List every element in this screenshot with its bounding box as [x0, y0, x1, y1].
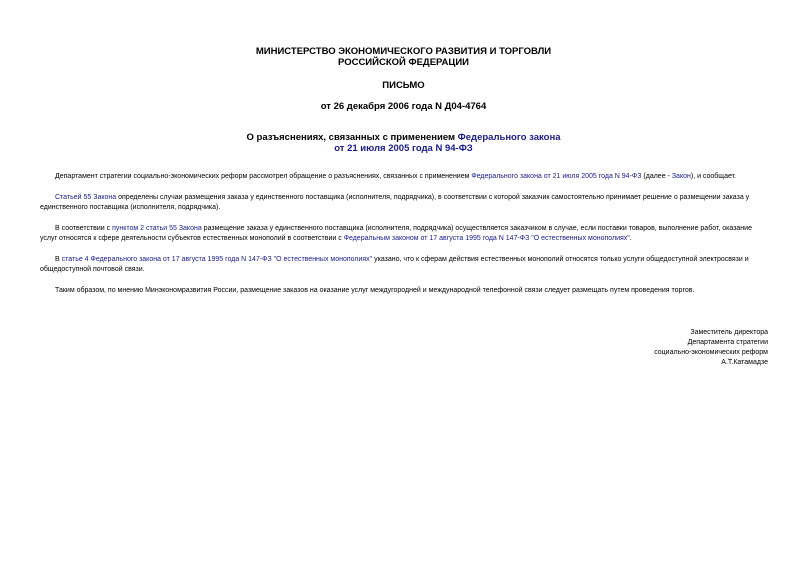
paragraph-3	[40, 224, 767, 244]
subject-prefix: О разъяснениях, связанных с применением	[246, 132, 458, 143]
p3-text-middle: размещение заказа у единственного поставщика (исполнителя, подрядчика) осуществляется заказчиком в случае, если поставки товаров, выполнение работ, оказание услуг относятся к сфере деятельности субъектов естественных монополий в соответствии с	[40, 225, 752, 242]
p4-text-after: указано, что к сферам действия естественных монополий относятся только услуги общедоступной электросвязи и общедоступной почтовой связи.	[40, 256, 749, 273]
p1-text-middle: (далее -	[641, 173, 672, 180]
subject-law-link-1[interactable]: Федерального закона	[457, 132, 561, 143]
document-type: ПИСЬМО	[382, 80, 425, 91]
p1-text-before: Департамент стратегии социально-экономических реформ рассмотрел обращение о разъяснениях, связанных с применением	[55, 173, 472, 180]
document-date-number: от 26 декабря 2006 года N Д04-4764	[320, 101, 487, 112]
subject-law-link-2[interactable]: от 21 июля 2005 года N 94-ФЗ	[334, 143, 473, 154]
p1-law-link[interactable]: Федерального закона от 21 июля 2005 года N 94-ФЗ	[471, 173, 642, 180]
signature-position: Заместитель директора	[690, 329, 768, 336]
paragraph-5	[40, 286, 767, 296]
paragraph-2	[40, 193, 767, 213]
signature-name: А.Т.Катамадзе	[721, 359, 768, 366]
p5-text: Таким образом, по мнению Минэкономразвития России, размещение заказов на оказание услуг междугородней и международной телефонной связи следует размещать путем проведения торгов.	[55, 287, 695, 294]
p1-law-short-link[interactable]: Закон	[671, 173, 691, 180]
p3-monopoly-law-link[interactable]: Федеральным законом от 17 августа 1995 года N 147-ФЗ "О естественных монополиях"	[343, 235, 630, 242]
p2-article-link[interactable]: Статьей 55 Закона	[55, 194, 117, 201]
signature-department-cont: социально-экономических реформ	[654, 349, 768, 356]
ministry-name	[0, 46, 807, 68]
signature-block	[654, 328, 768, 368]
p4-text-before: В	[55, 256, 62, 263]
p2-text-after: определены случаи размещения заказа у единственного поставщика (исполнителя, подрядчика), в соответствии с которой заказчик самостоятельно принимает решение о размещении заказа у единственного поставщика (исполнителя, подрядчика).	[40, 194, 750, 211]
p4-article-link[interactable]: статье 4 Федерального закона от 17 августа 1995 года N 147-ФЗ "О естественных монополиях"	[61, 256, 373, 263]
document-subject	[0, 132, 807, 154]
p3-clause-link[interactable]: пунктом 2 статьи 55 Закона	[112, 225, 202, 232]
ministry-line-2: РОССИЙСКОЙ ФЕДЕРАЦИИ	[337, 57, 469, 68]
signature-department: Департамента стратегии	[687, 339, 768, 346]
paragraph-1	[40, 172, 767, 182]
p1-text-after: ), и сообщает.	[690, 173, 736, 180]
paragraph-4	[40, 255, 767, 275]
ministry-line-1: МИНИСТЕРСТВО ЭКОНОМИЧЕСКОГО РАЗВИТИЯ И ТОРГОВЛИ	[255, 46, 552, 57]
p3-text-before: В соответствии с	[55, 225, 113, 232]
p3-text-after: .	[629, 235, 632, 242]
